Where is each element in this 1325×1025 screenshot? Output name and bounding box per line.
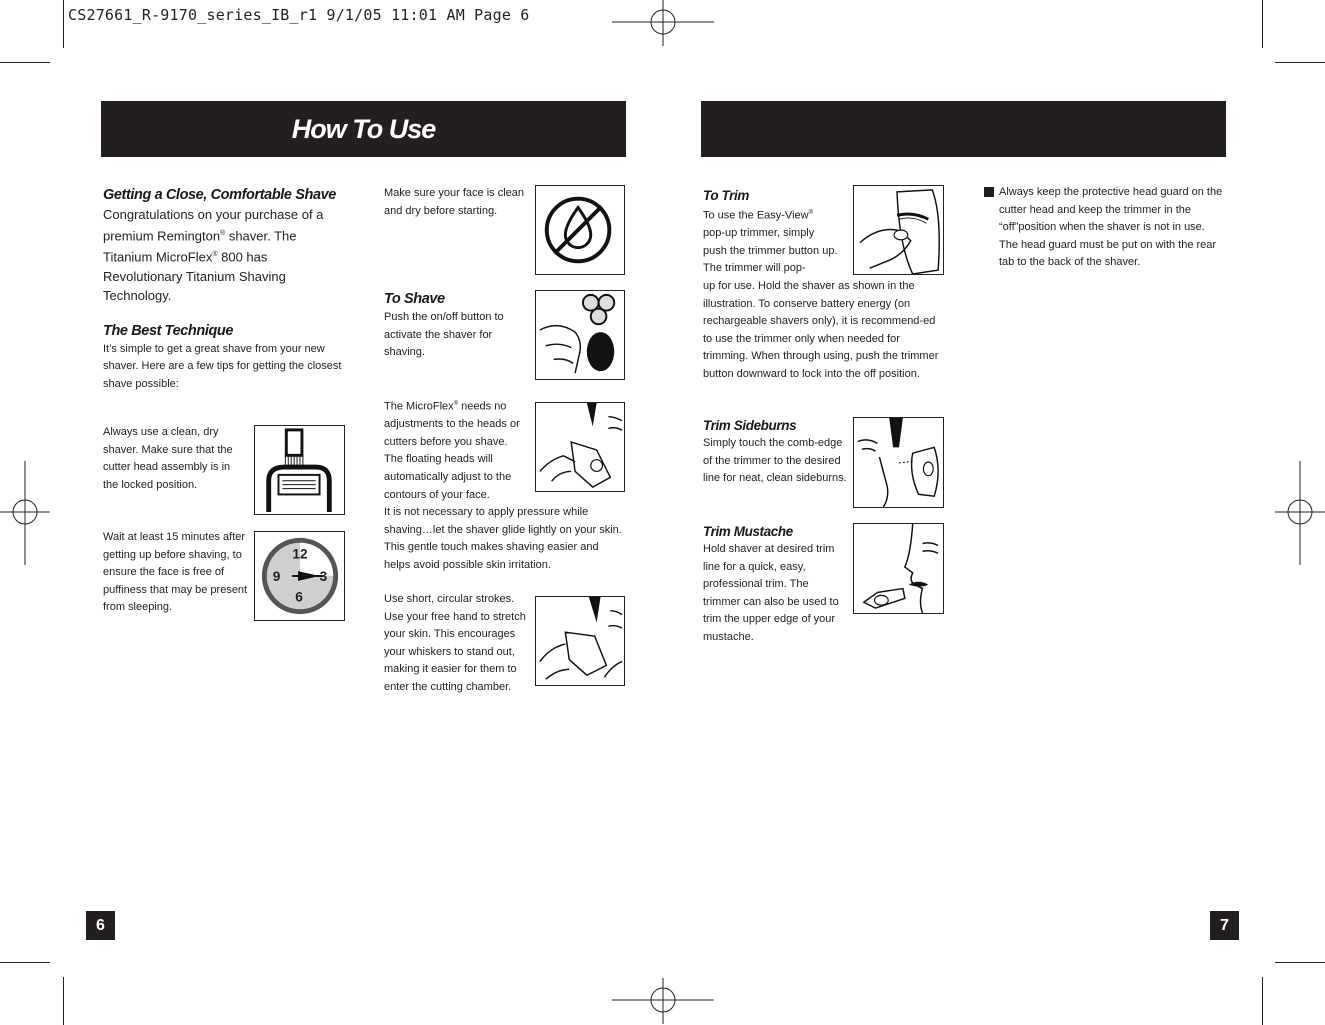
clock-illustration xyxy=(254,531,345,621)
page-number: 7 xyxy=(1210,911,1239,940)
bullet-square-icon xyxy=(984,187,994,197)
clock-label-12: 12 xyxy=(292,546,308,562)
technique-heading: The Best Technique xyxy=(103,322,234,339)
crop-mark xyxy=(1275,62,1325,63)
intro-text: Congratulations on your purchase of a premium Remington xyxy=(103,207,324,244)
guard-note: Always keep the protective head guard on the cutter head and keep the trimmer in the “off”position when the shaver is not in use. The head guard must be put on with the rear tab to the back of the shaver. xyxy=(999,186,1223,269)
face-contour-illustration xyxy=(535,402,625,492)
pressure-text: It is not necessary to apply pressure while shaving…let the shaver glide lightly on your skin. This gentle touch makes shaving easier and helps avoid possible skin irritation. xyxy=(384,506,622,571)
clock-icon xyxy=(255,532,344,620)
microflex-text-end: needs no adjustments to the heads or cutters before you shave. The floating heads will automatically adjust to the contours of your face. xyxy=(384,400,520,501)
registration-mark-icon xyxy=(1275,461,1325,565)
mustache-heading: Trim Mustache xyxy=(703,524,793,539)
left-banner xyxy=(101,101,626,157)
crop-mark xyxy=(1262,977,1263,1025)
crop-mark xyxy=(1275,962,1325,963)
tip-wait: Wait at least 15 minutes after getting up before shaving, to ensure the face is free of puffiness that may be present from sleeping. xyxy=(103,531,248,614)
no-water-icon xyxy=(536,186,624,274)
trim-text-bottom: up for use. Hold the shaver as shown in the illustration. To conserve battery energy (on rechargeable shavers only), it is recommend-ed to use the trimmer only when needed for trimming. When through using, push the trimmer button downward to lock into the off position. xyxy=(703,280,939,380)
clock-label-9: 9 xyxy=(272,568,281,584)
clock-label-3: 3 xyxy=(319,568,328,584)
shaver-head-illustration xyxy=(254,425,345,515)
registration-mark-icon xyxy=(612,978,714,1024)
registered-mark: ® xyxy=(212,251,218,259)
trim-text-start: To use the Easy-View xyxy=(703,209,809,222)
shave-block xyxy=(384,290,524,362)
circular-strokes-illustration xyxy=(535,596,625,686)
shave-text: Push the on/off button to activate the shaver for shaving. xyxy=(384,311,504,359)
registered-mark: ® xyxy=(808,210,813,216)
trim-text-top xyxy=(703,205,838,278)
trim-text-mid: pop-up trimmer, simply push the trimmer button up. The trimmer will pop- xyxy=(703,227,838,275)
sideburns-illustration xyxy=(853,417,944,508)
clock-label-6: 6 xyxy=(295,589,303,605)
crop-mark xyxy=(0,62,50,63)
registered-mark: ® xyxy=(220,230,226,237)
crop-mark xyxy=(1262,0,1263,48)
sideburns-heading: Trim Sideburns xyxy=(703,418,797,433)
trimmer-icon xyxy=(854,186,943,274)
registration-mark-icon xyxy=(612,0,714,46)
intro-text: 800 has Revolutionary Titanium Shaving Technology. xyxy=(103,249,286,303)
trim-heading: To Trim xyxy=(703,188,749,203)
face-shaving-icon xyxy=(536,403,624,491)
circular-text: Use short, circular strokes. Use your free hand to stretch your skin. This encourages your whiskers to stand out, making it easier for them to enter the cutting chamber. xyxy=(384,593,526,693)
sideburns-trim-icon xyxy=(854,418,943,507)
shaver-icon xyxy=(255,426,344,514)
intro-text: shaver. The Titanium MicroFlex xyxy=(103,228,297,265)
tip-face: Make sure your face is clean and dry before starting. xyxy=(384,187,525,217)
sideburns-text: Simply touch the comb-edge of the trimmer to the desired line for neat, clean sideburns. xyxy=(703,437,847,485)
mustache-trim-icon xyxy=(854,524,943,613)
crop-mark xyxy=(63,977,64,1025)
trimmer-illustration xyxy=(853,185,944,275)
intro-heading: Getting a Close, Comfortable Shave xyxy=(103,187,336,203)
page-title: How To Use xyxy=(291,114,436,144)
mustache-illustration xyxy=(853,523,944,614)
shave-heading: To Shave xyxy=(384,291,445,307)
registration-mark-icon xyxy=(0,461,50,565)
left-column-1 xyxy=(103,186,348,393)
page-number: 6 xyxy=(86,911,115,940)
crop-mark xyxy=(0,962,50,963)
registered-mark: ® xyxy=(453,401,459,407)
hand-stretch-icon xyxy=(536,597,624,685)
no-water-illustration xyxy=(535,185,625,275)
mustache-block xyxy=(703,522,848,647)
mustache-text: Hold shaver at desired trim line for a quick, easy, professional trim. The trimmer can also be used to trim the upper edge of your mustache. xyxy=(703,543,839,643)
print-slug: CS27661_R-9170_series_IB_r1 9/1/05 11:01 AM Page 6 xyxy=(68,6,530,24)
microflex-text-start: The MicroFlex xyxy=(384,400,454,413)
technique-text: It’s simple to get a great shave from your new shaver. Here are a few tips for getting the closest shave possible: xyxy=(103,342,342,390)
microflex-text xyxy=(384,396,529,504)
shave-button-illustration xyxy=(535,290,625,380)
shaver-heads-icon xyxy=(536,291,624,379)
tip-clean: Always use a clean, dry shaver. Make sure that the cutter head assembly is in the locked position. xyxy=(103,426,233,491)
crop-mark xyxy=(63,0,64,48)
intro-paragraph xyxy=(103,205,348,305)
sideburns-block xyxy=(703,416,848,488)
right-banner xyxy=(701,101,1226,157)
